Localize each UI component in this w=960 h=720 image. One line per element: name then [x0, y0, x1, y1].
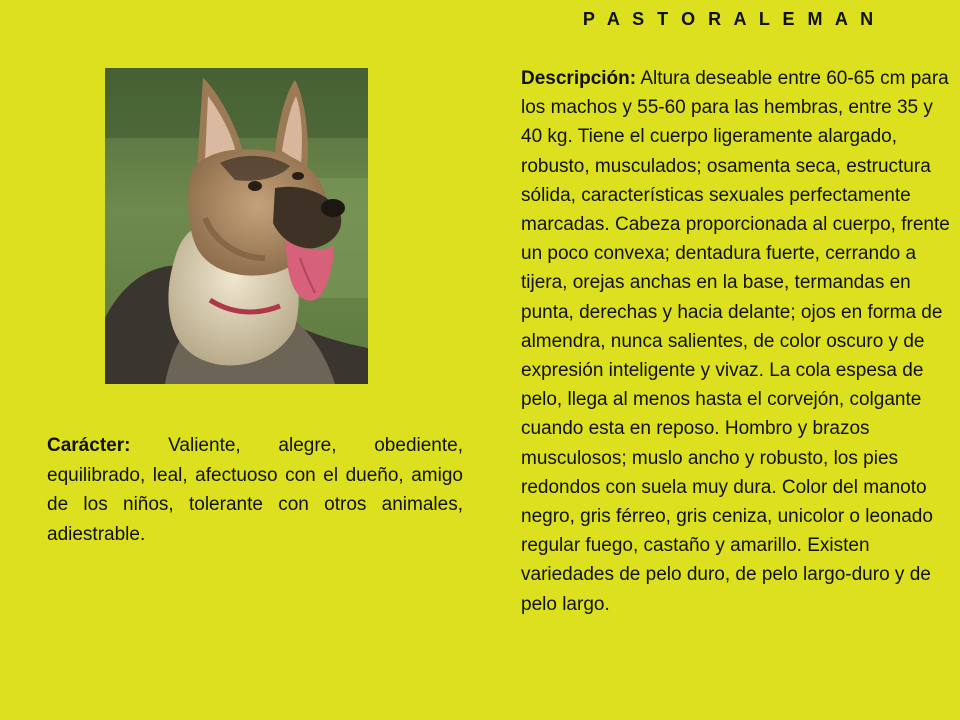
description-label: Descripción: [521, 68, 637, 89]
description-text: Altura deseable entre 60-65 cm para los machos y 55-60 para las hembras, entre 35 y 40 kg. Tiene el cuerpo ligeramente alargado, robusto, musculados; osamenta seca, estructura sólida, características sexuales perfectamente marcadas. Cabeza proporcionada al cuerpo, frente un poco convexa; dentadura fuerte, cerrando a tijera, orejas anchas en la base, termandas en punta, derechas y hacia delante; ojos en forma de almendra, nunca salientes, de color oscuro y de expresión inteligente y vivaz. La cola espesa de pelo, llega al menos hasta el corvejón, colgante cuando esta en reposo. Hombro y brazos musculosos; muslo ancho y robusto, los pies redondos con suela muy dura. Color del manoto negro, gris férreo, gris ceniza, unicolor o leonado regular fuego, castaño y amarillo. Existen variedades de pelo duro, de pelo largo-duro y de pelo largo. [521, 68, 950, 615]
dog-photo [105, 68, 368, 384]
character-text: Valiente, alegre, obediente, equilibrado, leal, afectuoso con el dueño, amigo de los niños, tolerante con otros animales, adiestrable. [47, 435, 463, 545]
character-label: Carácter: [47, 435, 131, 456]
character-paragraph [47, 431, 463, 549]
page-title: P A S T O R A L E M A N [582, 9, 878, 29]
german-shepherd-image [105, 68, 368, 384]
description-paragraph [521, 64, 953, 619]
